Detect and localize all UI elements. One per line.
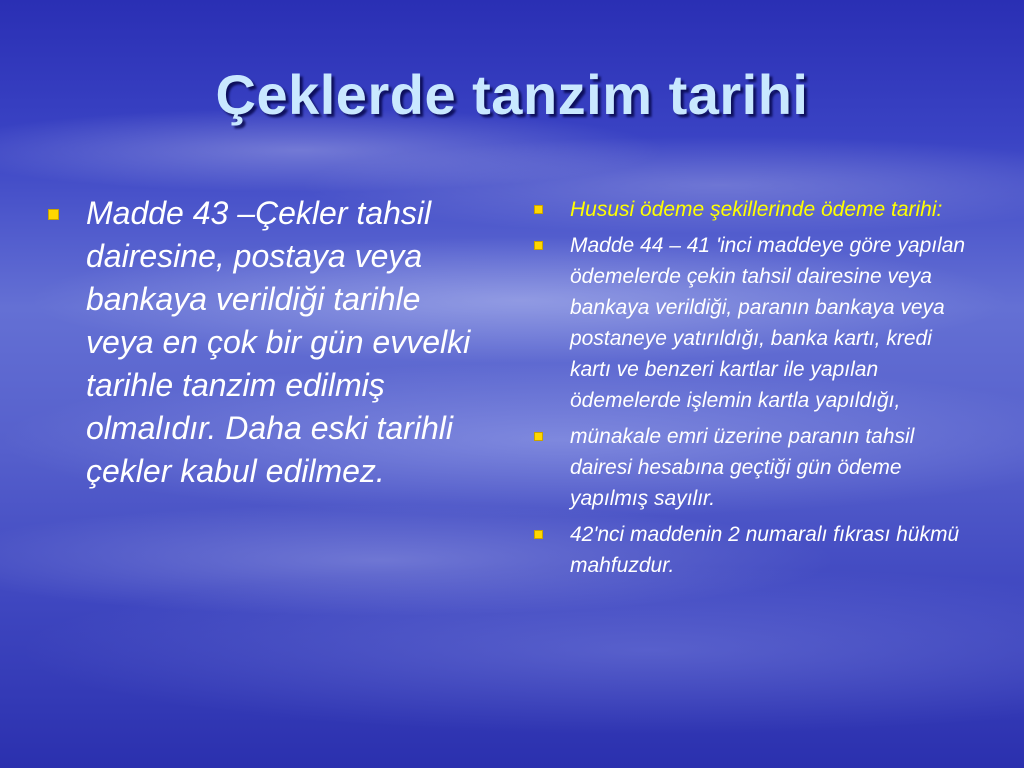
bullet-text: Madde 44 – 41 'inci maddeye göre yapılan ödemelerde çekin tahsil dairesine veya bankaya verildiği, paranın bankaya veya postaneye yatırıldığı, banka kartı, kredi kartı ve benzeri kartlar ile yapılan ödemelerde işlemin kartla yapıldığı, xyxy=(570,234,966,412)
list-item xyxy=(532,519,972,581)
list-item xyxy=(532,421,972,514)
right-bullet-list xyxy=(532,194,972,581)
list-item xyxy=(532,194,972,225)
left-column xyxy=(44,192,494,493)
bullet-text: 42'nci maddenin 2 numaralı fıkrası hükmü mahfuzdur. xyxy=(570,523,960,577)
list-item xyxy=(532,230,972,416)
slide-title: Çeklerde tanzim tarihi xyxy=(215,63,809,126)
bullet-text-highlight: Hususi ödeme şekillerinde ödeme tarihi: xyxy=(570,198,943,221)
square-bullet-icon xyxy=(534,205,543,214)
square-bullet-icon xyxy=(48,209,59,220)
square-bullet-icon xyxy=(534,241,543,250)
list-item xyxy=(44,192,494,493)
bullet-text: münakale emri üzerine paranın tahsil dairesi hesabına geçtiği gün ödeme yapılmış sayılır. xyxy=(570,425,915,510)
right-column xyxy=(532,194,972,586)
left-bullet-list xyxy=(44,192,494,493)
bullet-text: Madde 43 –Çekler tahsil dairesine, postaya veya bankaya verildiği tarihle veya en çok bir gün evvelki tarihle tanzim edilmiş olmalıdır. Daha eski tarihli çekler kabul edilmez. xyxy=(86,195,471,489)
square-bullet-icon xyxy=(534,530,543,539)
square-bullet-icon xyxy=(534,432,543,441)
